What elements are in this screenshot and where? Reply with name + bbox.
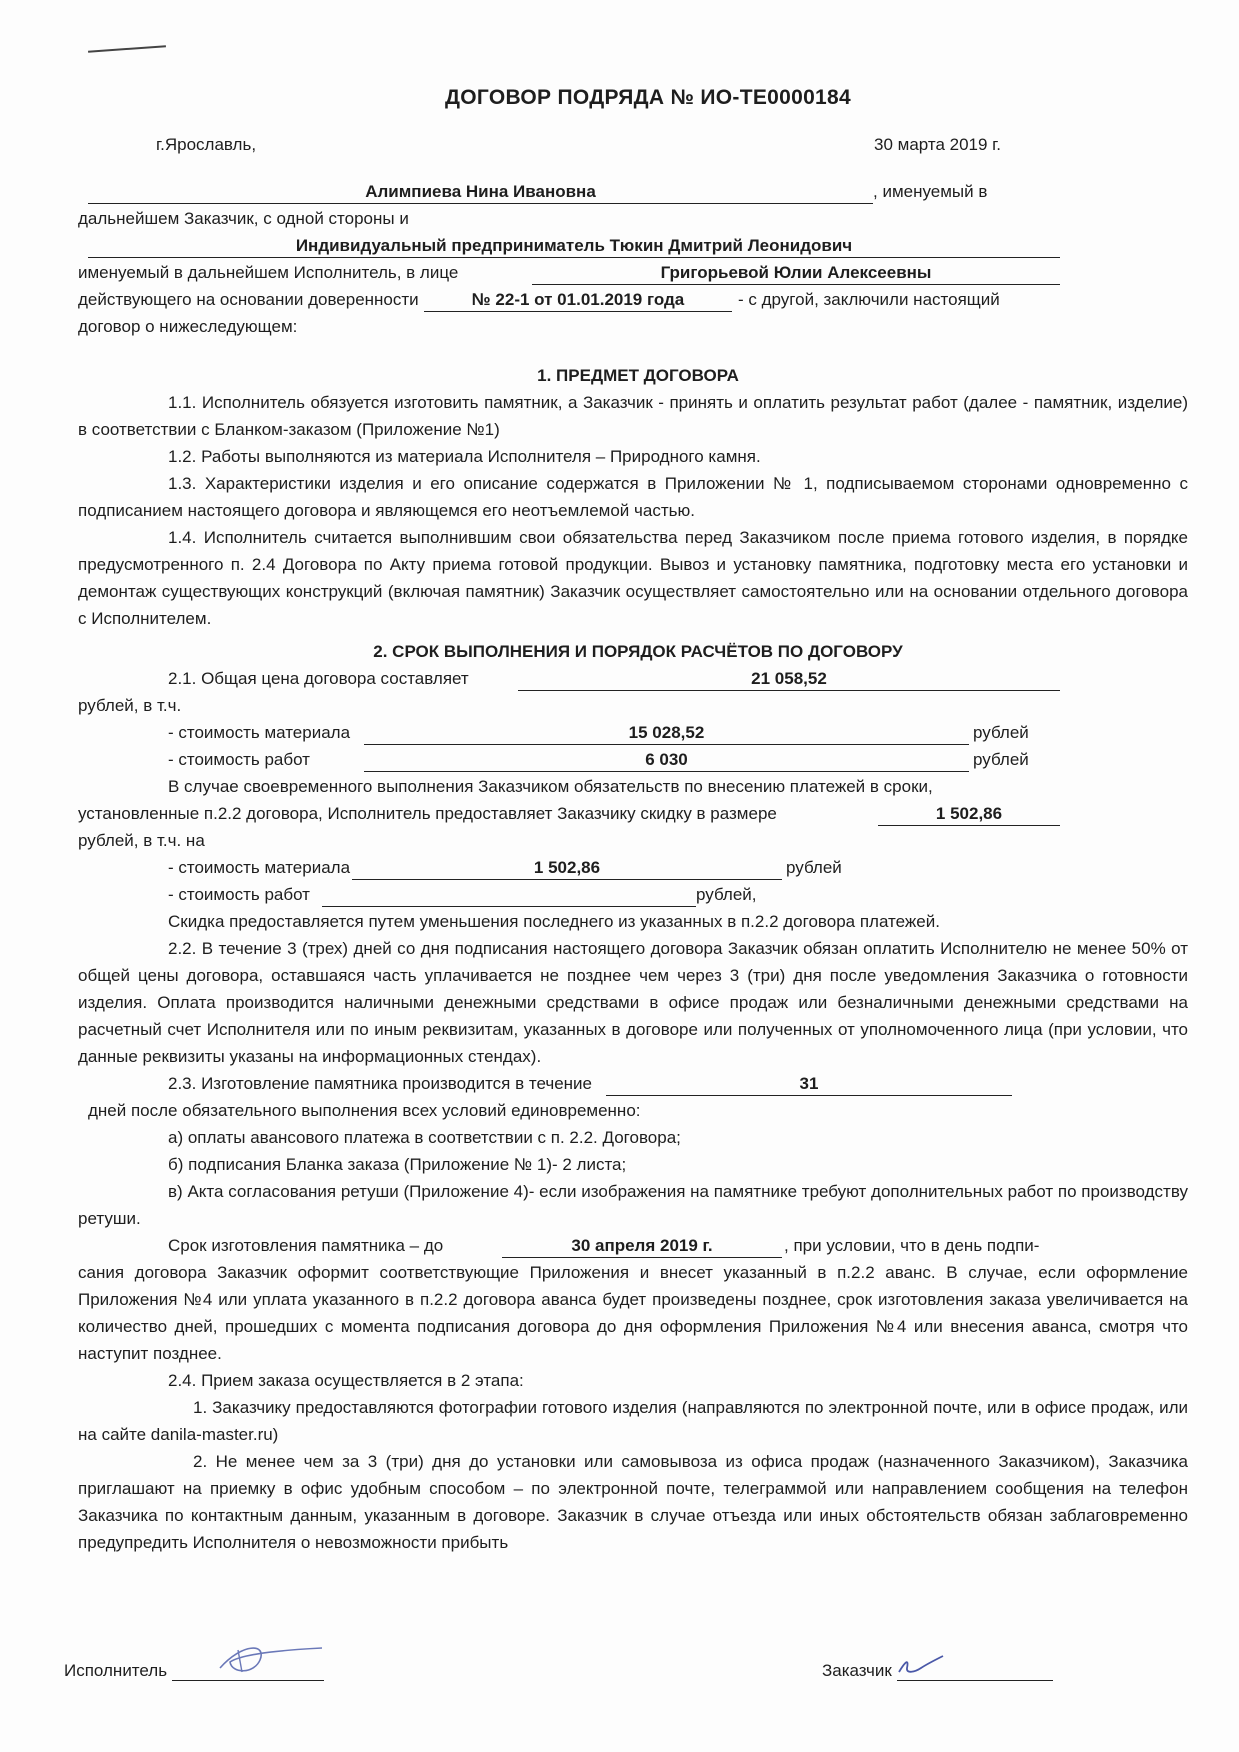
disc-work-field	[322, 881, 696, 907]
basis-line2: договор о нижеследующем:	[78, 317, 298, 336]
customer-signature-label: Заказчик	[822, 1661, 892, 1680]
condition-c: в) Акта согласования ретуши (Приложение 4)- если изображения на памятнике требуют дополнительных работ по производству ретуши.	[78, 1182, 1188, 1228]
contractor-label: именуемый в дальнейшем Исполнитель, в лице	[78, 263, 459, 282]
clause-2-4-2: 2. Не менее чем за 3 (три) дня до установки или самовывоза из офиса продаж (назначенного Заказчиком), Заказчика приглашают на приемку в офис удобным способом – по электронной почте, телеграммой или направлением сообщения на телефон Заказчика по контактным данным, указанным в договоре. Заказчик в случае отъезда или иных обстоятельств обязан заблаговременно предупредить Исполнителя о невозможности прибыть	[78, 1452, 1188, 1552]
clause-1-1: 1.1. Исполнитель обязуется изготовить памятник, а Заказчик - принять и оплатить результат работ (далее - памятник, изделие) в соответствии с Бланком-заказом (Приложение №1)	[78, 393, 1188, 439]
material-label: - стоимость материала	[168, 723, 351, 742]
condition-a: а) оплаты авансового платежа в соответствии с п. 2.2. Договора;	[168, 1128, 681, 1147]
customer-handwritten-signature	[897, 1638, 1053, 1678]
disc-material-field: 1 502,86	[352, 854, 782, 880]
work-field: 6 030	[364, 746, 969, 772]
rub-incl: рублей, в т.ч.	[78, 696, 182, 715]
section2-title: 2. СРОК ВЫПОЛНЕНИЯ И ПОРЯДОК РАСЧЁТОВ ПО ДОГОВОРУ	[373, 642, 903, 661]
clause-1-3: 1.3. Характеристики изделия и его описание содержатся в Приложении № 1, подписываемом сторонами одновременно с подписанием настоящего договора и являющемся его неотъемлемой частью.	[78, 474, 1188, 520]
contractor-signature	[64, 1660, 324, 1681]
contractor-signature-label: Исполнитель	[64, 1661, 168, 1680]
total-field: 21 058,52	[518, 665, 1060, 691]
total-label: 2.1. Общая цена договора составляет	[168, 669, 469, 688]
work-label: - стоимость работ	[168, 750, 310, 769]
city: г.Ярославль,	[156, 135, 257, 154]
discount-line1: В случае своевременного выполнения Заказчиком обязательств по внесению платежей в сроки,	[168, 777, 933, 796]
disc-work-rub: рублей,	[696, 885, 757, 904]
term-rest: сания договора Заказчик оформит соответствующие Приложения и внесет указанный в п.2.2 аванс. В случае, если оформление Приложения №4 или уплата указанного в п.2.2 договора аванса будет произведены позднее, срок изготовления заказа увеличивается на количество дней, прошедших с момента подписания договора до дня оформления Приложения №4 или внесения аванса, смотря что наступит позднее.	[78, 1263, 1188, 1363]
contractor-name-field: Индивидуальный предприниматель Тюкин Дмитрий Леонидович	[88, 232, 1060, 258]
contractor-handwritten-signature	[172, 1638, 324, 1678]
contractor-signature-line	[172, 1660, 324, 1681]
contract-document	[78, 84, 1188, 1556]
disc-work-label: - стоимость работ	[168, 885, 310, 904]
customer-signature-line	[897, 1660, 1053, 1681]
basis-tail: - с другой, заключили настоящий	[738, 290, 1000, 309]
discount-field: 1 502,86	[878, 800, 1060, 826]
clause-2-4-1: 1. Заказчику предоставляются фотографии готового изделия (направляются по электронной почте, или в офисе продаж, или на сайте danila-master.ru)	[78, 1398, 1188, 1444]
customer-line2: дальнейшем Заказчик, с одной стороны и	[78, 209, 409, 228]
contract-title: ДОГОВОР ПОДРЯДА № ИО-ТЕ0000184	[445, 86, 851, 109]
term-label: Срок изготовления памятника – до	[168, 1236, 444, 1255]
clause-2-3-field: 31	[606, 1070, 1012, 1096]
rub-incl-na: рублей, в т.ч. на	[78, 831, 205, 850]
discount-note: Скидка предоставляется путем уменьшения последнего из указанных в п.2.2 договора платежей.	[168, 912, 940, 931]
material-field: 15 028,52	[364, 719, 969, 745]
term-field: 30 апреля 2019 г.	[502, 1232, 782, 1258]
disc-material-rub: рублей	[786, 858, 842, 877]
clause-2-4: 2.4. Прием заказа осуществляется в 2 этапа:	[168, 1371, 524, 1390]
clause-2-3-label: 2.3. Изготовление памятника производится в течение	[168, 1074, 592, 1093]
clause-2-3-line2: дней после обязательного выполнения всех условий единовременно:	[88, 1101, 641, 1120]
representative-field: Григорьевой Юлии Алексеевны	[532, 259, 1060, 285]
clause-1-2: 1.2. Работы выполняются из материала Исполнителя – Природного камня.	[168, 447, 761, 466]
basis-label: действующего на основании доверенности	[78, 290, 419, 309]
section1-title: 1. ПРЕДМЕТ ДОГОВОРА	[537, 366, 739, 385]
work-rub: рублей	[973, 750, 1029, 769]
basis-field: № 22-1 от 01.01.2019 года	[424, 286, 732, 312]
clause-1-4: 1.4. Исполнитель считается выполнившим свои обязательства перед Заказчиком после приема готового изделия, в порядке предусмотренного п. 2.4 Договора по Акту приема готовой продукции. Вывоз и установку памятника, подготовку места его установки и демонтаж существующих конструкций (включая памятник) Заказчик осуществляет самостоятельно или на основании отдельного договора с Исполнителем.	[78, 528, 1188, 628]
disc-material-label: - стоимость материала	[168, 858, 351, 877]
scan-mark	[88, 45, 166, 52]
clause-2-2: 2.2. В течение 3 (трех) дней со дня подписания настоящего договора Заказчик обязан оплатить Исполнителю не менее 50% от общей цены договора, оставшаяся часть уплачивается не позднее чем через 3 (три) дня после уведомления Заказчика о готовности изделия. Оплата производится наличными денежными средствами в офисе продаж или безналичными денежными средствами на расчетный счет Исполнителя или по иным реквизитам, указанных в договоре или полученных от уполномоченного лица (при условии, что данные реквизиты указаны на информационных стендах).	[78, 939, 1188, 1066]
condition-b: б) подписания Бланка заказа (Приложение № 1)- 2 листа;	[168, 1155, 627, 1174]
customer-name-field: Алимпиева Нина Ивановна	[88, 178, 873, 204]
customer-tail: , именуемый в	[873, 182, 988, 201]
discount-line2: установленные п.2.2 договора, Исполнитель предоставляет Заказчику скидку в размере	[78, 804, 777, 823]
material-rub: рублей	[973, 723, 1029, 742]
contract-date: 30 марта 2019 г.	[874, 135, 1002, 154]
customer-signature	[822, 1660, 1053, 1681]
term-tail: , при условии, что в день подпи-	[784, 1236, 1040, 1255]
